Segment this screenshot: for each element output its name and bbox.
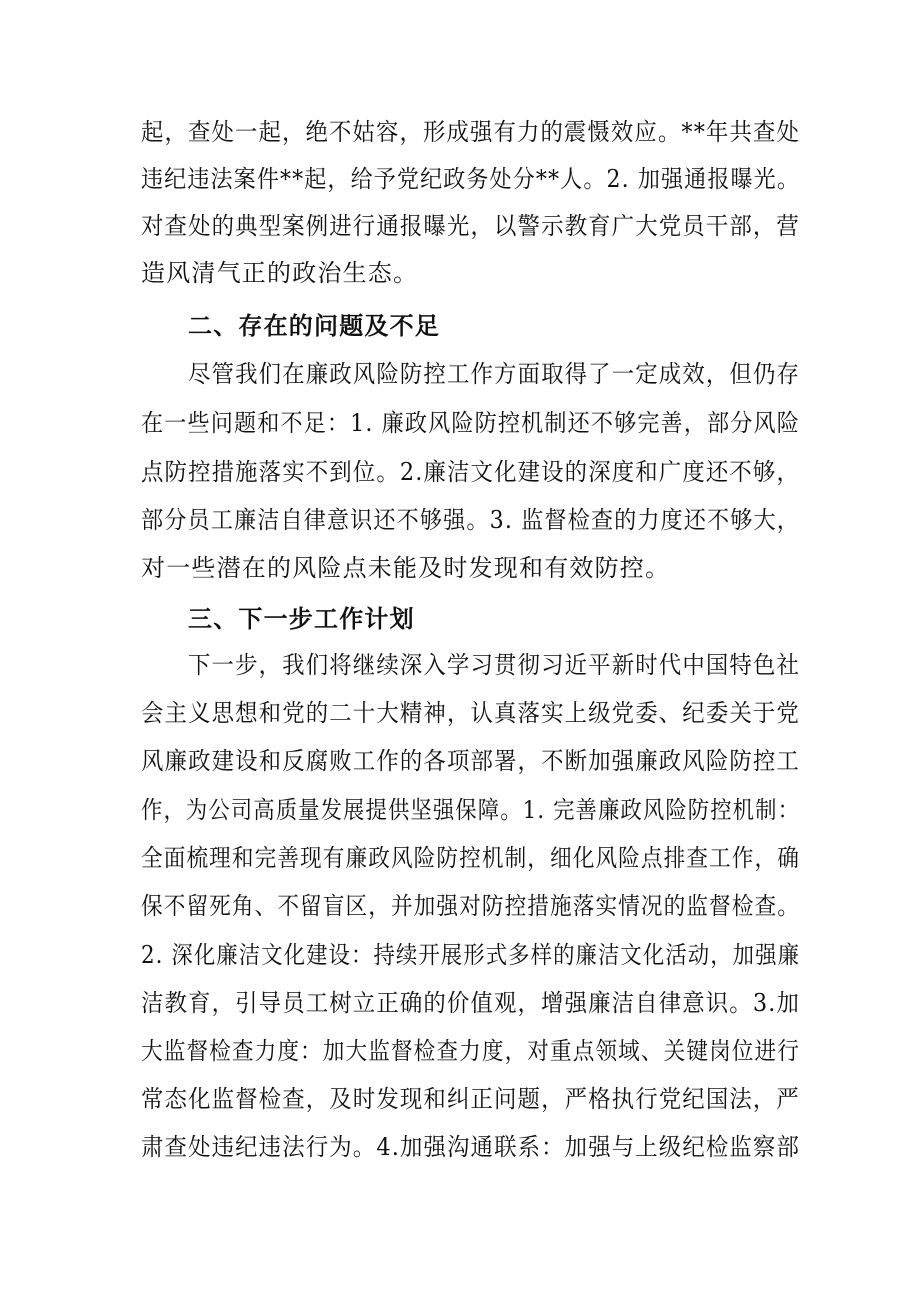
body-text-line: 尽管我们在廉政风险防控工作方面取得了一定成效，但仍存 [188, 360, 801, 388]
body-text-line: 违纪违法案件**起，给予党纪政务处分**人。2. 加强通报曝光。 [141, 165, 801, 193]
body-text-line: 全面梳理和完善现有廉政风险防控机制，细化风险点排查工作，确 [141, 844, 800, 872]
body-text-line: 风廉政建设和反腐败工作的各项部署，不断加强廉政风险防控工 [141, 747, 800, 775]
body-text-line: 洁教育，引导员工树立正确的价值观，增强廉洁自律意识。3.加 [141, 989, 800, 1017]
body-text-line: 对查处的典型案例进行通报曝光，以警示教育广大党员干部，营 [141, 212, 800, 240]
body-text-line: 起，查处一起，绝不姑容，形成强有力的震慑效应。**年共查处 [141, 118, 801, 146]
body-text-line: 部分员工廉洁自律意识还不够强。3. 监督检查的力度还不够大， [141, 506, 801, 534]
body-text-line: 2. 深化廉洁文化建设：持续开展形式多样的廉洁文化活动，加强廉 [141, 941, 801, 969]
body-text-line: 对一些潜在的风险点未能及时发现和有效防控。 [141, 554, 671, 582]
body-text-line: 在一些问题和不足：1. 廉政风险防控机制还不够完善，部分风险 [141, 409, 801, 437]
body-text-line: 肃查处违纪违法行为。4.加强沟通联系：加强与上级纪检监察部 [141, 1133, 800, 1161]
body-text-line: 点防控措施落实不到位。2.廉洁文化建设的深度和广度还不够， [141, 458, 800, 486]
body-text-line: 保不留死角、不留盲区，并加强对防控措施落实情况的监督检查。 [141, 892, 800, 920]
body-text-line: 常态化监督检查，及时发现和纠正问题，严格执行党纪国法，严 [141, 1085, 800, 1113]
body-text-line: 下一步，我们将继续深入学习贯彻习近平新时代中国特色社 [188, 651, 801, 679]
section-heading-problems: 二、存在的问题及不足 [188, 311, 440, 340]
body-text-line: 大监督检查力度：加大监督检查力度，对重点领域、关键岗位进行 [141, 1037, 800, 1065]
body-text-line: 造风清气正的政治生态。 [141, 259, 419, 287]
section-heading-next-steps: 三、下一步工作计划 [188, 604, 415, 633]
body-text-line: 会主义思想和党的二十大精神，认真落实上级党委、纪委关于党 [141, 699, 800, 727]
body-text-line: 作，为公司高质量发展提供坚强保障。1. 完善廉政风险防控机制： [141, 796, 801, 824]
